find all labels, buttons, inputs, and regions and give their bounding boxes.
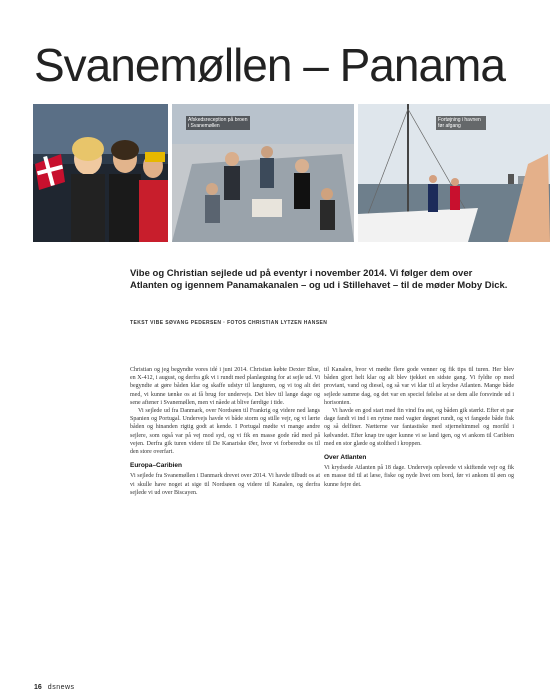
- body-paragraph: Christian og jeg begyndte vores idé i juni 2014. Christian købte Dexter Blue, en X-412, i august, og derfra gik vi i rundt med planlægning for at sejle ud. Vi begyndte at gøre båden klar og skaffe udstyr til langturen, og vi tog alt det med, vi kunne tænke os at få brug for undervejs. Det blev til lange dage og sene aftener i Svanemøllen, men vi nåede at blive færdige i tide.: [130, 367, 320, 406]
- page-footer: [34, 684, 75, 691]
- body-paragraph: til Kanalen, hvor vi mødte flere gode venner og fik tips til turen. Her blev båden gjort helt klar og alt blev tjekket en sidste gang. Vi fyldte op med proviant, vand og diesel, og så var vi klar til at krydse Atlanten. Mange både sejlede samme dag, og det var en speciel følelse at se dem alle forsvinde ud i horisonten.: [324, 367, 514, 406]
- section-subhead: Europa–Caribien: [130, 462, 183, 470]
- article-credits: TEKST VIBE SØVANG PEDERSEN · FOTOS CHRISTIAN LYTZEN HANSEN: [130, 320, 328, 326]
- photo-caption: Afskedsreception på broen i Svanemøllen: [186, 116, 250, 130]
- photo-friends-with-flag: [33, 104, 168, 242]
- body-paragraph: Vi sejlede ud fra Danmark, over Nordsøen til Frankrig og videre ned langs Spanien og Portugal. Undervejs havde vi både storm og stille vejr, og vi lærte båden og hinanden rigtig godt at kende. I Portugal mødte vi mange andre sejlere, som også var på vej mod syd, og vi fik en masse gode råd med på vejen. Derfra gik turen videre til De Kanariske Øer, hvor vi forberedte os til den store overfart.: [130, 408, 320, 456]
- photo-boat-departure: [358, 104, 550, 242]
- body-column-2: [324, 366, 514, 489]
- section-subhead: Over Atlanten: [324, 454, 367, 462]
- body-paragraph: Vi krydsede Atlanten på 18 dage. Undervejs oplevede vi skiftende vejr og fik en masse tid til at læse, fiske og nyde livet om bord, før vi ankom til øen og kunne fejre det.: [324, 465, 514, 488]
- magazine-name: dsnews: [47, 684, 75, 691]
- article-lead: Vibe og Christian sejlede ud på eventyr i november 2014. Vi følger dem over Atlanten og igennem Panamakanalen – og ud i Stillehavet – til de møder Moby Dick.: [130, 268, 508, 291]
- page-number: 16: [34, 684, 42, 691]
- photo-reception-on-deck: [172, 104, 354, 242]
- photo-caption: Fortøjning i havnen før afgang: [436, 116, 486, 130]
- body-column-1: [130, 366, 320, 497]
- body-paragraph: Vi havde en god start med fin vind fra øst, og båden gik stærkt. Efter et par dage fandt vi ind i en rytme med vagter døgnet rundt, og vi fangede både fisk og så delfiner. Nætterne var fantastiske med stjernehimmel og morild i kølvandet. Efter knap tre uger kunne vi se land igen, og vi ankom til Caribien med en stor glæde og stolthed i kroppen.: [324, 408, 514, 447]
- body-paragraph: Vi sejlede fra Svanemøllen i Danmark drevet over 2014. Vi havde tilbudt os at vi skulle have noget at sige til Nordsøen og videre til Kanalen, og derfra sejlede vi ud over Biscayen.: [130, 473, 320, 496]
- article-title: Svanemøllen – Panama: [34, 39, 505, 91]
